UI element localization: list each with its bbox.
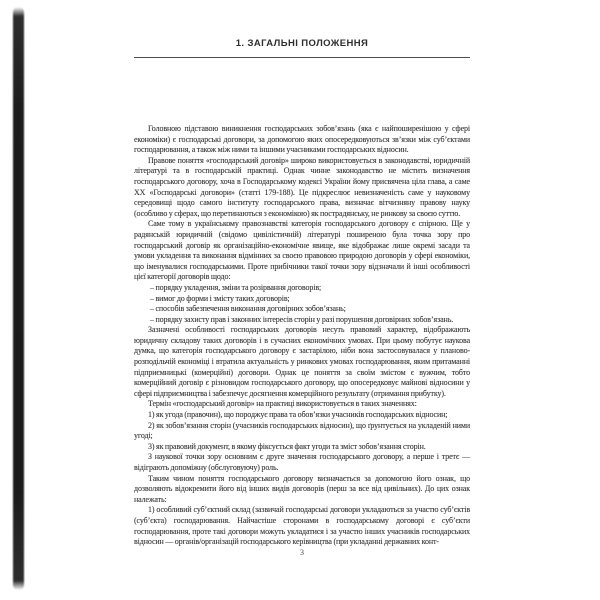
paragraph: Саме тому в українському правознавстві категорія господарського договору є спірною. Ще у радянській юридичній (свідомо цивілістичній) літературі поширеною була точка зору про господарський договір як організаційно-економічне явище, яке відображає лише окремі засади та умови укладення та виконання відмінних за своєю правовою природою договорів у сфері економіки, що іменувалися господарськими. Проте прибічники такої точки зору відзначали й інші особливості цієї категорії договорів щодо: [134, 219, 470, 282]
list-item-numbered: 1) як угода (правочин), що породжує права та обов’язки учасників господарських відносин; [148, 410, 448, 420]
list-item-numbered: 2) як зобов’язання сторін (учасників господарських відносин), що ґрунтується на укладеній ними угоді; [134, 420, 470, 441]
page-number: 3 [300, 548, 304, 557]
chapter-title: 1. ЗАГАЛЬНІ ПОЛОЖЕННЯ [235, 38, 369, 49]
list-item-dash: – порядку укладення, зміни та розірвання договорів; [150, 282, 322, 292]
paragraph: Головною підставою виникнення господарських зобов’язань (яка є найпоширенішою у сфері економіки) є господарські договори, за допомогою яких опосередковуються зв’язки між суб’єктами господарювання, а також між ними та іншими учасниками господарських відносин. [134, 124, 470, 155]
paragraph: З наукової точки зору основним є друге значення господарського договору, а перше і третє — відіграють допоміжну (обслуговуючу) роль. [134, 452, 470, 472]
book-binding-gutter-shadow [13, 7, 24, 590]
paragraph: Таким чином поняття господарського договору визначається за допомогою його ознак, що дозволяють відокремити його від інших видів договорів (перш за все від цивільних). До цих ознак належать: [134, 473, 470, 504]
paragraph: Зазначені особливості господарських договорів несуть правовий характер, відображають юридичну складову таких договорів і в сучасних економічних умовах. При цьому побутує наукова думка, що категорія господарського договору є застарілою, ніби вона застосовувалася у планово-розподільчій економіці і втратила актуальність у ринкових умовах господарювання, яким притаманні підприємницькі (комерційні) договори. Однак це поняття за своїм змістом є вужчим, тобто комерційний договір є різновидом господарського договору, що опосередковує майнові відносини у сфері підприємництва і забезпечує досягнення комерційного результату (отримання прибутку). [134, 325, 470, 398]
paragraph: Термін «господарський договір» на практиці використовується в таких значеннях: [148, 399, 417, 409]
page-body-text [134, 124, 470, 548]
paragraph: 1) особливий суб’єктний склад (зазвичай господарські договори укладаються за участю суб’єктів (суб’єкта) господарювання. Найчастіше сторонами в господарському договорі є суб’єкти господарювання, проте такі договори можуть укладатися і за участю інших учасників господарських відносин — органів/організацій господарського керівництва (при укладанні державних конт- [134, 505, 470, 547]
list-item-dash: – порядку захисту прав і законних інтересів сторін у разі порушення договірних зобов’язань. [150, 314, 454, 324]
list-item-dash: – способів забезпечення виконання договірних зобов’язань; [150, 304, 346, 314]
paragraph: Правове поняття «господарський договір» широко використовується в законодавстві, юридичній літературі та в господарській практиці. Однак чинне законодавство не містить визначення господарського договору, хоча в Господарському кодексі України йому присвячена ціла глава, а саме XX «Господарські договори» (статті 179-188). Це підкреслює невизначеність саме у науковому середовищі щодо самого інституту господарського права, визначає вітчизняну правову науку (особливо у сферах, що перетинаються з економікою) як пострадянську, не ринкову за своєю суттю. [134, 155, 470, 218]
list-item-numbered: 3) як правовий документ, в якому фіксується факт угоди та зміст зобов’язання сторін. [148, 441, 426, 451]
list-item-dash: – вимог до форми і змісту таких договорів; [150, 293, 290, 303]
header-divider-rule [134, 57, 470, 58]
